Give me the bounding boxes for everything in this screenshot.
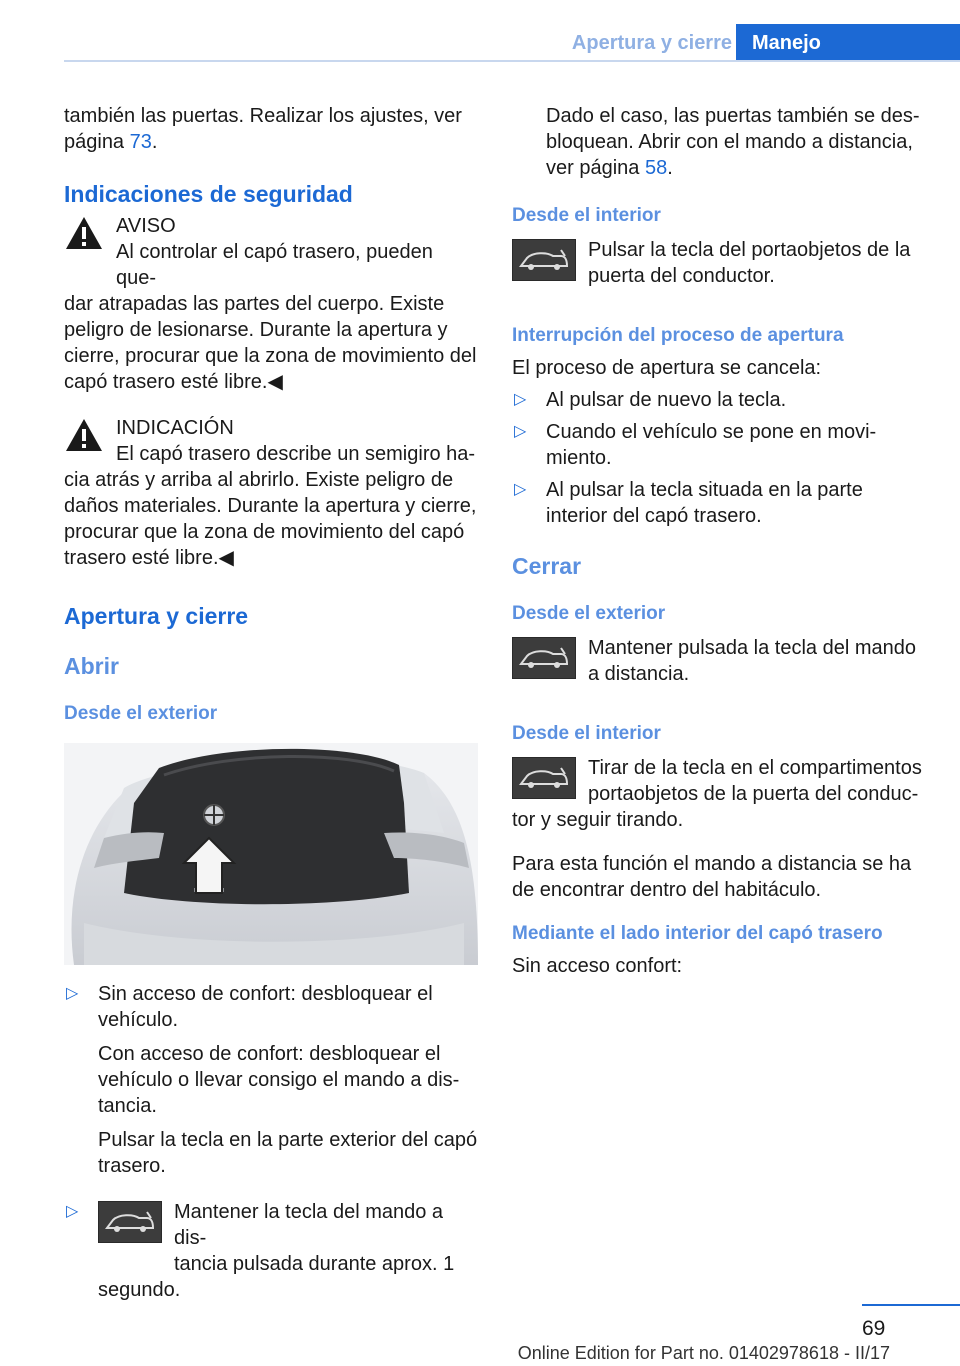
trunk-illustration bbox=[64, 743, 478, 965]
heading-cerrar-interior: Desde el interior bbox=[512, 723, 661, 744]
heading-abrir: Abrir bbox=[64, 653, 119, 679]
heading-interrupcion: Interrupción del proceso de apertura bbox=[512, 325, 844, 346]
heading-apertura-cierre: Apertura y cierre bbox=[64, 603, 249, 629]
heading-lado-interior: Mediante el lado interior del capó trasero bbox=[512, 923, 883, 944]
close-inside-instruction: Tirar de la tecla en el compartimentos portaobjetos de la puerta del conduc- tor y seguir tirando. bbox=[512, 757, 922, 831]
trunk-button-icon bbox=[98, 1201, 162, 1243]
warning-line1: El capó trasero describe un semigiro ha- bbox=[116, 443, 476, 465]
remote-note: Para esta función el mando a distancia se ha de encontrar dentro del habitáculo. bbox=[512, 853, 912, 901]
heading-desde-exterior: Desde el exterior bbox=[64, 703, 218, 724]
list-item: ▷ Cuando el vehículo se pone en movimiento. bbox=[514, 421, 877, 469]
trunk-button-icon bbox=[512, 239, 576, 281]
page-link-73[interactable]: 73 bbox=[129, 131, 152, 153]
bullet-triangle-icon: ▷ bbox=[514, 391, 527, 408]
warning-line1: Al controlar el capó trasero, pueden que- bbox=[116, 241, 433, 289]
right-column bbox=[512, 103, 928, 979]
header-section-title: Apertura y cierre bbox=[571, 32, 732, 54]
right-intro: Dado el caso, las puertas también se des- bloquean. Abrir con el mando a distancia, ver página 58. bbox=[546, 105, 920, 179]
header-rule bbox=[64, 60, 960, 62]
page-link-58[interactable]: 58 bbox=[644, 157, 668, 179]
trunk-button-icon bbox=[512, 757, 576, 799]
left-column bbox=[64, 103, 478, 1303]
close-outside-instruction: Mantener pulsada la tecla del mando a distancia. bbox=[512, 635, 928, 687]
trunk-button-icon bbox=[512, 637, 576, 679]
warning-text: dar atrapadas las partes del cuerpo. Existe peligro de lesionarse. Durante la apertura y cierre, procurar que la zona de movimiento del capó trasero esté libre.◀ bbox=[64, 293, 477, 393]
safety-heading: Indicaciones de seguridad bbox=[64, 181, 353, 207]
interrupt-intro: El proceso de apertura se cancela: bbox=[512, 357, 822, 379]
warning-label: AVISO bbox=[116, 215, 176, 237]
left-intro: también las puertas. Realizar los ajustes, ver página 73. bbox=[64, 105, 462, 153]
interrupt-list bbox=[512, 387, 928, 529]
edition-note: Online Edition for Part no. 01402978618 - II/17 bbox=[517, 1343, 890, 1363]
open-steps-list bbox=[64, 981, 478, 1303]
warning-triangle-icon bbox=[64, 215, 104, 251]
heading-desde-interior: Desde el interior bbox=[512, 205, 661, 226]
heading-cerrar-exterior: Desde el exterior bbox=[512, 603, 666, 624]
warning-label: INDICACIÓN bbox=[116, 417, 234, 439]
warning-block-aviso bbox=[64, 213, 478, 395]
bullet-triangle-icon: ▷ bbox=[514, 481, 527, 498]
warning-triangle-icon bbox=[64, 417, 104, 453]
no-comfort-text: Sin acceso confort: bbox=[512, 955, 683, 977]
inside-open-instruction: Pulsar la tecla del portaobjetos de la puerta del conductor. bbox=[512, 237, 928, 289]
list-item: ▷ Al pulsar la tecla situada en la parte interior del capó trasero. bbox=[514, 479, 863, 527]
warning-text: cia atrás y arriba al abrirlo. Existe peligro de daños materiales. Durante la apertura y cierre, procurar que la zona de movimiento del capó trasero esté libre.◀ bbox=[64, 469, 477, 569]
list-item: ▷ Mantener la tecla del mando a dis- tancia pulsada durante aprox. 1 segundo. bbox=[66, 1201, 455, 1301]
header-chapter-tab: Manejo bbox=[736, 24, 960, 62]
page-number: 69 bbox=[862, 1317, 886, 1340]
footer-rule bbox=[862, 1304, 960, 1306]
bullet-triangle-icon: ▷ bbox=[66, 985, 79, 1002]
heading-cerrar: Cerrar bbox=[512, 553, 582, 579]
list-item: ▷ Sin acceso de confort: desbloquear el vehículo. Con acceso de confort: desbloquear el vehículo o llevar consigo el mando a distancia. Pulsar la tecla en la parte exterior del capó trasero. bbox=[66, 983, 478, 1177]
bullet-triangle-icon: ▷ bbox=[66, 1203, 79, 1220]
warning-block-indicacion bbox=[64, 415, 478, 571]
list-item: ▷ Al pulsar de nuevo la tecla. bbox=[514, 389, 787, 411]
bullet-triangle-icon: ▷ bbox=[514, 423, 527, 440]
car-rear-image bbox=[64, 743, 478, 965]
